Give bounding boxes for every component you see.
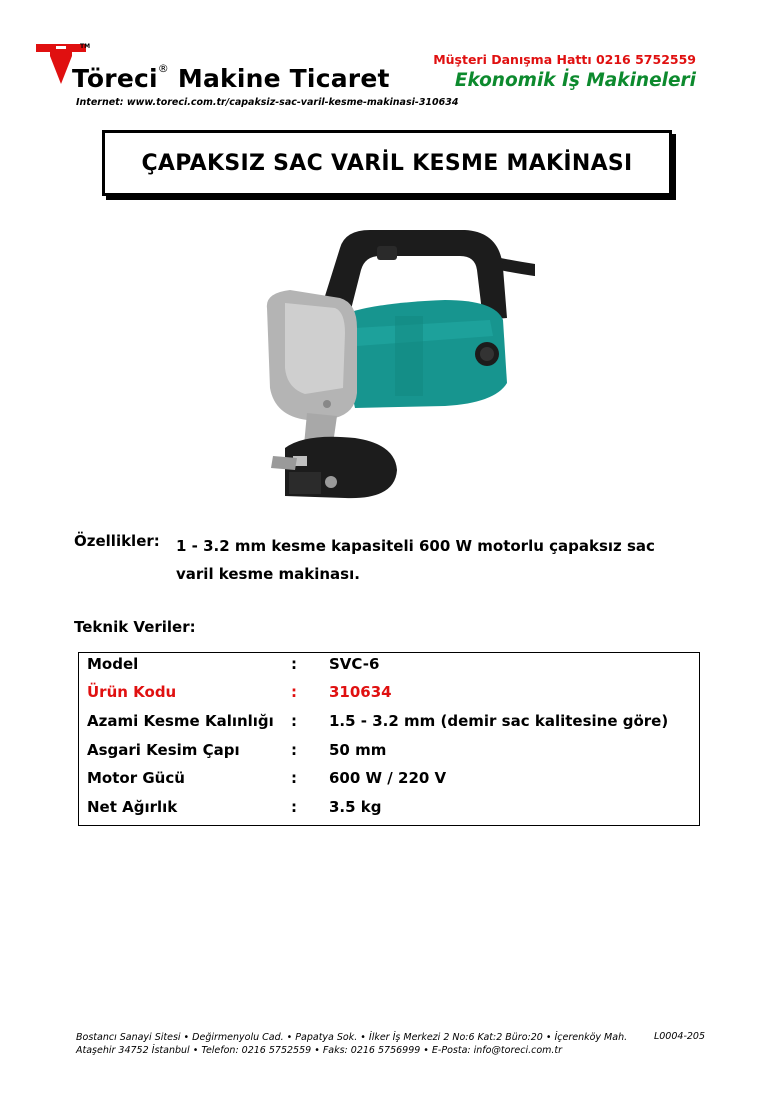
spec-value: 600 W / 220 V bbox=[329, 769, 447, 787]
spec-key: Net Ağırlık bbox=[87, 798, 178, 816]
company-slogan: Ekonomik İş Makineleri bbox=[454, 70, 696, 91]
footer-line-2: Ataşehir 34752 İstanbul • Telefon: 0216 5752559 • Faks: 0216 5756999 • E-Posta: info@toreci.com.tr bbox=[76, 1045, 563, 1056]
spec-row-model bbox=[79, 655, 699, 683]
trademark-symbol: TM bbox=[80, 43, 91, 50]
page-title: ÇAPAKSIZ SAC VARİL KESME MAKİNASI bbox=[141, 150, 633, 176]
spec-value: 310634 bbox=[329, 683, 392, 701]
footer-address bbox=[76, 1031, 627, 1057]
brand-suffix: Makine Ticaret bbox=[177, 64, 390, 93]
spec-value: 50 mm bbox=[329, 741, 387, 759]
spec-separator: : bbox=[291, 741, 297, 759]
spec-key: Motor Gücü bbox=[87, 769, 185, 787]
spec-key: Model bbox=[87, 655, 139, 673]
product-url[interactable]: Internet: www.toreci.com.tr/capaksiz-sac-varil-kesme-makinasi-310634 bbox=[76, 97, 459, 108]
spec-row-min-diameter bbox=[79, 741, 699, 769]
features-text: 1 - 3.2 mm kesme kapasiteli 600 W motorlu çapaksız sac varil kesme makinası. bbox=[176, 537, 655, 583]
registered-mark: ® bbox=[157, 62, 169, 75]
spec-key: Ürün Kodu bbox=[87, 683, 177, 701]
spec-key: Azami Kesme Kalınlığı bbox=[87, 712, 274, 730]
company-name bbox=[72, 64, 390, 93]
spec-separator: : bbox=[291, 798, 297, 816]
document-number: L0004-205 bbox=[653, 1031, 705, 1042]
footer-line-1: Bostancı Sanayi Sitesi • Değirmenyolu Cad. • Papatya Sok. • İlker İş Merkezi 2 No:6 Kat:2 Büro:20 • İçerenköy Mah. bbox=[76, 1032, 628, 1043]
brand-name: Töreci bbox=[72, 64, 158, 93]
spec-key: Asgari Kesim Çapı bbox=[87, 741, 240, 759]
spec-separator: : bbox=[291, 712, 297, 730]
spec-row-max-thickness bbox=[79, 712, 699, 740]
technical-data-title: Teknik Veriler: bbox=[74, 618, 196, 636]
spec-value: 3.5 kg bbox=[329, 798, 382, 816]
spec-value: SVC-6 bbox=[329, 655, 380, 673]
spec-row-motor-power bbox=[79, 769, 699, 797]
spec-value: 1.5 - 3.2 mm (demir sac kalitesine göre) bbox=[329, 712, 669, 730]
spec-separator: : bbox=[291, 769, 297, 787]
title-box bbox=[102, 130, 672, 196]
customer-hotline: Müşteri Danışma Hattı 0216 5752559 bbox=[433, 52, 696, 67]
spec-separator: : bbox=[291, 683, 297, 701]
spec-separator: : bbox=[291, 655, 297, 673]
spec-table bbox=[78, 652, 700, 826]
spec-row-net-weight bbox=[79, 798, 699, 826]
features-label: Özellikler: bbox=[74, 532, 160, 550]
spec-row-product-code bbox=[79, 683, 699, 711]
metal-shear-tool-icon bbox=[245, 208, 535, 518]
